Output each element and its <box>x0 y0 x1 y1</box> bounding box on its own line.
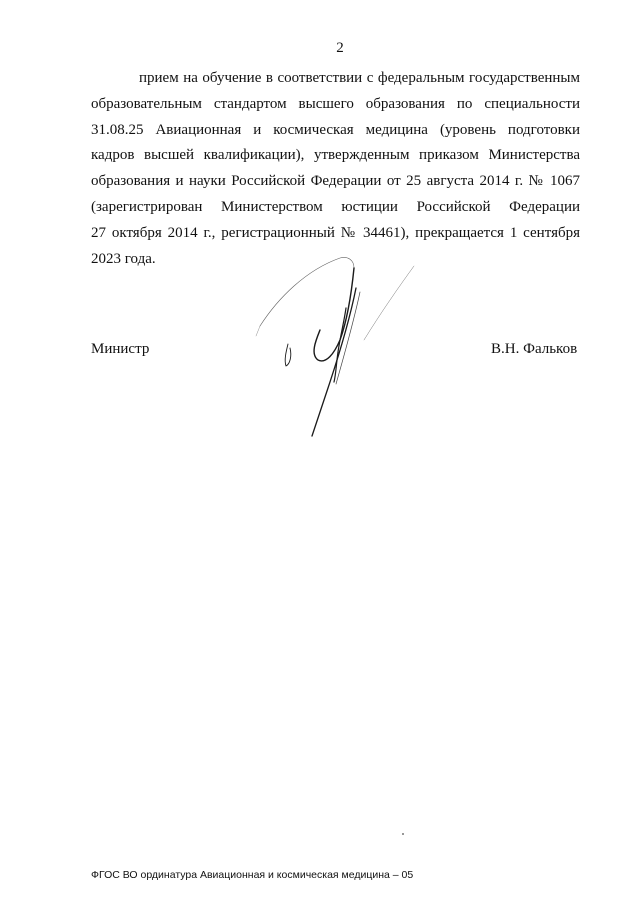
body-line: 2023 года. <box>91 250 156 267</box>
body-line: прием на обучение в соответствии с федеральным государственным <box>139 70 580 86</box>
scan-speck <box>402 833 404 835</box>
handwritten-signature <box>248 248 418 443</box>
body-line: (зарегистрирован Министерством юстиции Российской Федерации <box>91 198 580 215</box>
page-number: 2 <box>336 40 344 56</box>
body-line: 27 октября 2014 г., регистрационный № 34461), прекращается 1 сентября <box>91 224 580 241</box>
body-line: образовательным стандартом высшего образования по специальности <box>91 95 580 112</box>
body-line: образования и науки Российской Федерации от 25 августа 2014 г. № 1067 <box>91 173 580 190</box>
document-body <box>91 66 580 272</box>
signer-title: Министр <box>91 341 150 357</box>
signer-name: В.Н. Фальков <box>491 341 578 357</box>
page-footer: ФГОС ВО ординатура Авиационная и космическая медицина – 05 <box>91 869 414 881</box>
body-line: 31.08.25 Авиационная и космическая медицина (уровень подготовки <box>91 121 580 138</box>
body-line: кадров высшей квалификации), утвержденным приказом Министерства <box>91 147 580 164</box>
